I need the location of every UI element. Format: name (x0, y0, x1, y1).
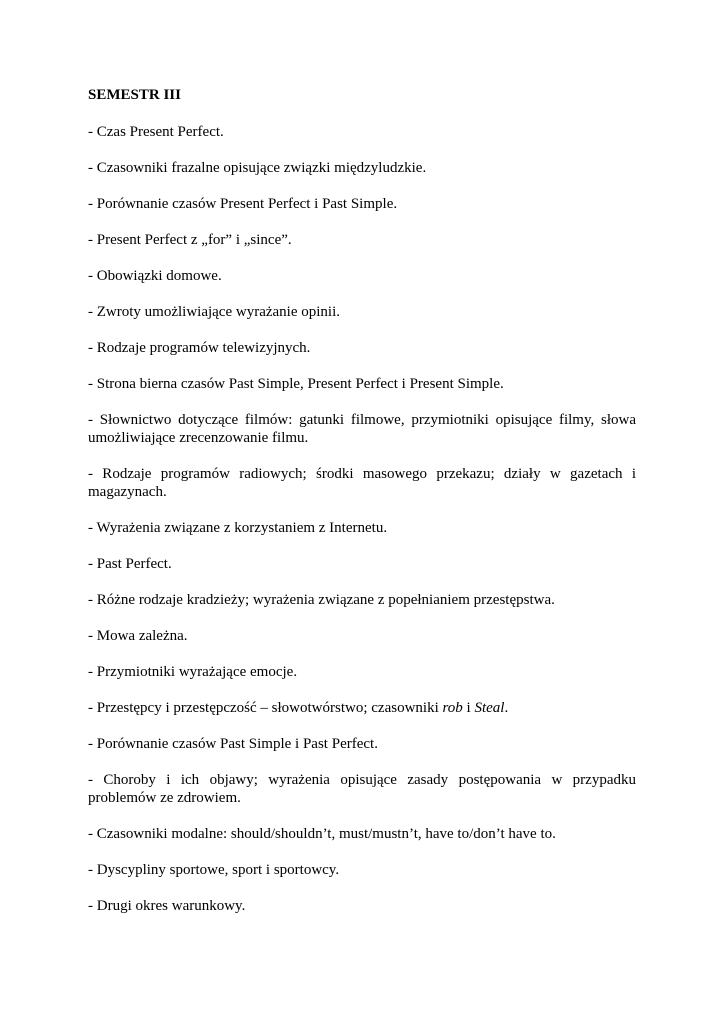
list-item-text: - Przestępcy i przestępczość – słowotwórstwo; czasowniki (88, 700, 443, 716)
list-item: - Strona bierna czasów Past Simple, Present Perfect i Present Simple. (88, 376, 504, 392)
list-item-text: i (462, 700, 475, 716)
list-item: - Choroby i ich objawy; wyrażenia opisujące zasady postępowania w przypadku problemów ze zdrowiem. (88, 772, 636, 806)
list-item-text: . (504, 700, 509, 716)
list-item: - Obowiązki domowe. (88, 268, 222, 284)
list-item: - Dyscypliny sportowe, sport i sportowcy. (88, 862, 340, 878)
list-item: - Zwroty umożliwiające wyrażanie opinii. (88, 304, 340, 320)
list-item-italic-word: rob (442, 700, 463, 716)
document-page (88, 86, 636, 933)
list-item: - Czasowniki modalne: should/shouldn’t, must/mustn’t, have to/don’t have to. (88, 826, 556, 842)
list-item: - Rodzaje programów telewizyjnych. (88, 340, 311, 356)
list-item-mixed (88, 699, 636, 717)
list-item: - Rodzaje programów radiowych; środki masowego przekazu; działy w gazetach i magazynach. (88, 466, 636, 500)
semester-heading: SEMESTR III (88, 87, 181, 103)
list-item: - Drugi okres warunkowy. (88, 898, 246, 914)
list-item-italic-word: Steal (474, 700, 505, 716)
list-item: - Słownictwo dotyczące filmów: gatunki filmowe, przymiotniki opisujące filmy, słowa umożliwiające zrecenzowanie filmu. (88, 412, 636, 446)
list-item: - Porównanie czasów Present Perfect i Past Simple. (88, 196, 398, 212)
list-item: - Przymiotniki wyrażające emocje. (88, 664, 298, 680)
list-item: - Różne rodzaje kradzieży; wyrażenia związane z popełnianiem przestępstwa. (88, 592, 555, 608)
list-item: - Porównanie czasów Past Simple i Past Perfect. (88, 736, 378, 752)
list-item: - Mowa zależna. (88, 628, 188, 644)
list-item: - Czasowniki frazalne opisujące związki międzyludzkie. (88, 160, 427, 176)
list-item: - Wyrażenia związane z korzystaniem z Internetu. (88, 520, 388, 536)
list-item: - Past Perfect. (88, 556, 172, 572)
list-item: - Czas Present Perfect. (88, 124, 224, 140)
list-item: - Present Perfect z „for” i „since”. (88, 232, 292, 248)
